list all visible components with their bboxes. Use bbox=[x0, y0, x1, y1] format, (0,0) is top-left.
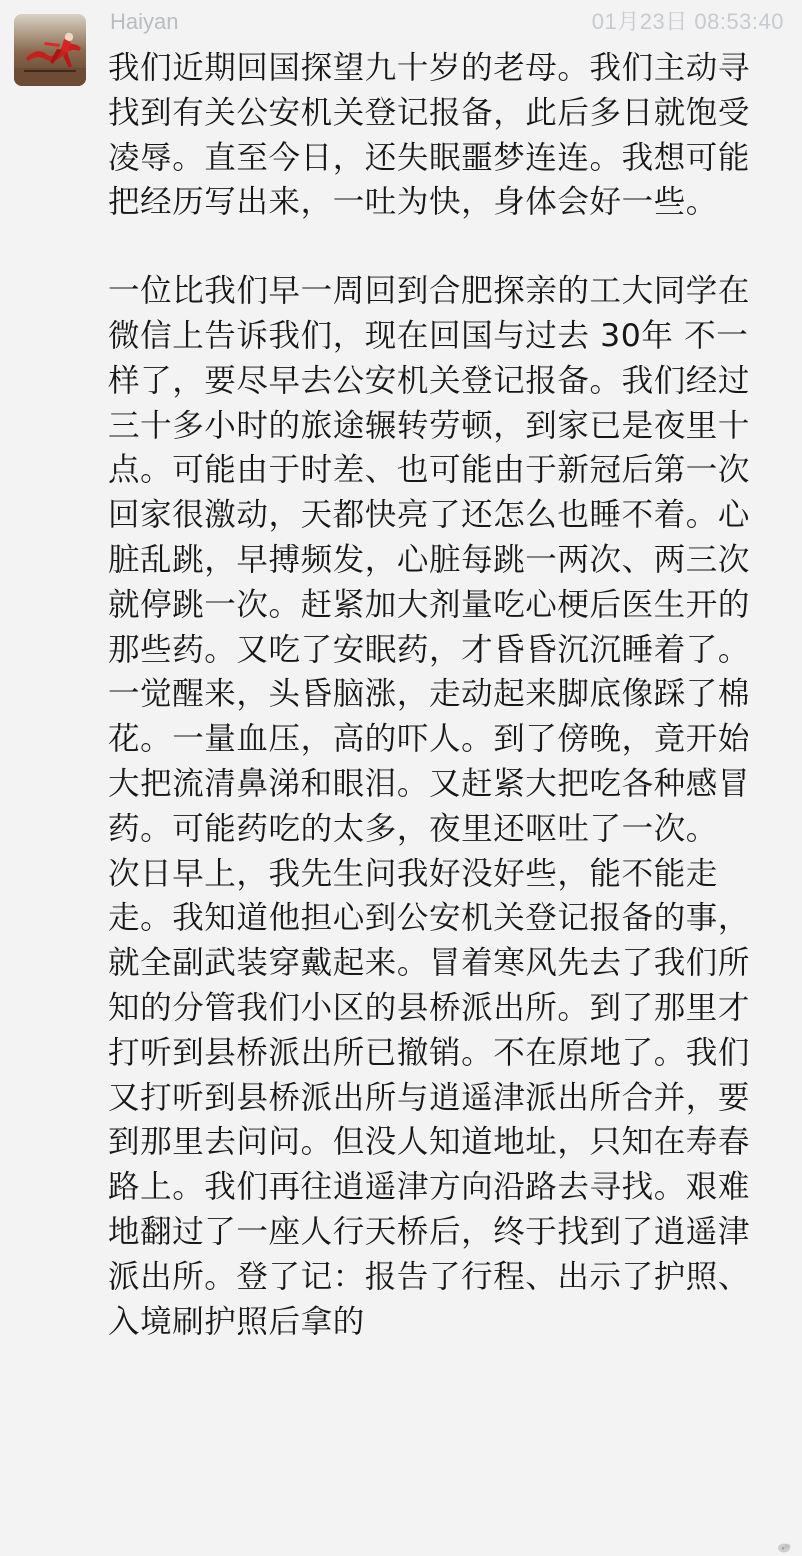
message-paragraph-2: 一位比我们早一周回到合肥探亲的工大同学在微信上告诉我们，现在回国与过去 30年 不一样了，要尽早去公安机关登记报备。我们经过三十多小时的旅途辗转劳顿，到家已是夜里十点。可能由于时差、也可能由于新冠后第一次回家很激动，天都快亮了还怎么也睡不着。心脏乱跳，早搏频发，心脏每跳一两次、两三次就停跳一次。赶紧加大剂量吃心梗后医生开的那些药。又吃了安眠药，才昏昏沉沉睡着了。一觉醒来，头昏脑涨，走动起来脚底像踩了棉花。一量血压，高的吓人。到了傍晚，竟开始大把流清鼻涕和眼泪。又赶紧大把吃各种感冒药。可能药吃的太多，夜里还呕吐了一次。 bbox=[108, 273, 751, 847]
martial-artist-avatar-icon bbox=[14, 14, 86, 86]
message-body bbox=[108, 46, 776, 1344]
weibo-watermark-icon bbox=[776, 1540, 794, 1554]
message-header bbox=[110, 8, 784, 42]
avatar[interactable] bbox=[14, 14, 86, 86]
message-timestamp: 01月23日 08:53:40 bbox=[591, 9, 784, 34]
paragraph-spacer bbox=[108, 225, 776, 269]
weibo-watermark bbox=[776, 1540, 794, 1554]
message-paragraph-1: 我们近期回国探望九十岁的老母。我们主动寻找到有关公安机关登记报备，此后多日就饱受凌辱。直至今日，还失眠噩梦连连。我想可能把经历写出来，一吐为快，身体会好一些。 bbox=[108, 50, 751, 221]
sender-name: Haiyan bbox=[110, 9, 179, 34]
message-paragraph-3: 次日早上，我先生问我好没好些，能不能走走。我知道他担心到公安机关登记报备的事，就全副武装穿戴起来。冒着寒风先去了我们所知的分管我们小区的县桥派出所。到了那里才打听到县桥派出所已撤销。不在原地了。我们又打听到县桥派出所与逍遥津派出所合并，要到那里去问问。但没人知道地址，只知在寿春路上。我们再往逍遥津方向沿路去寻找。艰难地翻过了一座人行天桥后，终于找到了逍遥津派出所。登了记：报告了行程、出示了护照、入境刷护照后拿的 bbox=[108, 855, 751, 1340]
